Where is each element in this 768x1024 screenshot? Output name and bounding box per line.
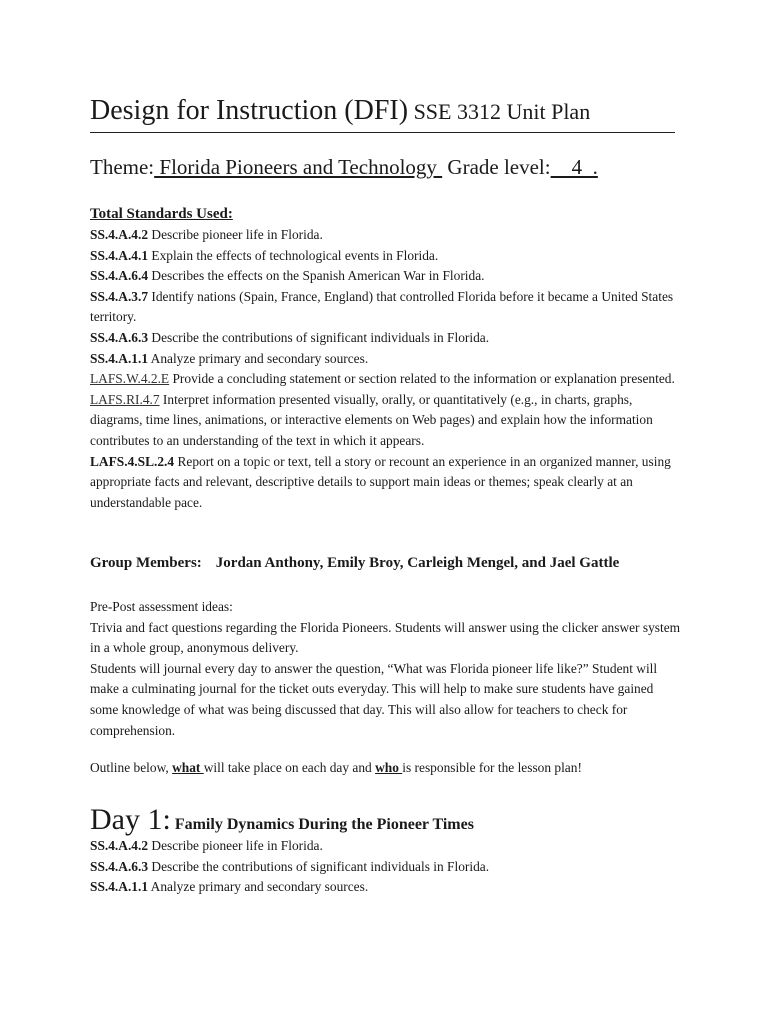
standard-text: Describe pioneer life in Florida. [148, 227, 323, 242]
standard-text: Interpret information presented visually, orally, or quantitatively (e.g., in charts, graphs, diagrams, time lines, animations, or interactive elements on Web pages) and explain how the information contributes to an understanding of the text in which it appears. [90, 391, 653, 448]
theme-label: Theme: [90, 155, 155, 179]
standard-code: LAFS.4.SL.2.4 [90, 453, 175, 469]
group-members-names: Jordan Anthony, Emily Broy, Carleigh Mengel, and Jael Gattle [215, 555, 620, 571]
standard-item [90, 452, 682, 514]
standard-item [90, 369, 682, 390]
standard-text: Report on a topic or text, tell a story or recount an experience in an organized manner, using appropriate facts and relevant, descriptive details to support main ideas or themes; speak clearly at an understandable pace. [90, 453, 671, 510]
standard-text: Explain the effects of technological events in Florida. [148, 247, 439, 263]
assessment-section [90, 597, 682, 741]
standards-heading: Total Standards Used: [90, 206, 233, 222]
standard-text: Describe the contributions of significant individuals in Florida. [148, 858, 490, 874]
standard-text: Provide a concluding statement or section related to the information or explanation presented. [169, 371, 675, 387]
day-standards-list [90, 836, 682, 898]
outline-prefix: Outline below, [90, 760, 173, 775]
document-title [90, 94, 675, 133]
standard-code: SS.4.A.6.4 [90, 268, 149, 284]
title-sub: SSE 3312 Unit Plan [408, 99, 591, 124]
standard-item [90, 857, 682, 878]
outline-who: who [375, 760, 403, 775]
group-members-label: Group Members: [90, 555, 202, 571]
standard-code: SS.4.A.1.1 [90, 879, 149, 895]
theme-line [90, 152, 598, 182]
outline-middle: will take place on each day and [203, 760, 376, 775]
standard-code: SS.4.A.6.3 [90, 858, 149, 874]
standard-text: Analyze primary and secondary sources. [148, 350, 372, 366]
standard-code: SS.4.A.3.7 [90, 288, 149, 304]
assessment-heading: Pre-Post assessment ideas: [90, 599, 233, 614]
day-title: Family Dynamics During the Pioneer Times [170, 816, 474, 833]
group-members [90, 552, 619, 574]
standard-item [90, 349, 682, 370]
standard-code: SS.4.A.6.3 [90, 329, 149, 345]
theme-value: Florida Pioneers and Technology [154, 155, 443, 179]
outline-note [90, 758, 682, 779]
standard-text: Describes the effects on the Spanish American War in Florida. [148, 268, 485, 284]
standard-text: Describe the contributions of significant individuals in Florida. [148, 329, 490, 345]
outline-what: what [172, 760, 204, 775]
standard-item [90, 836, 682, 857]
standard-item [90, 877, 682, 898]
assessment-paragraph: Students will journal every day to answer the question, “What was Florida pioneer life like?” Student will make a culminating journal for the ticket outs everyday. This will help to make sure students have gained some knowledge of what was being discussed that day. This will also allow for teachers to check for comprehension. [90, 660, 658, 738]
standard-item [90, 390, 682, 452]
standard-code: SS.4.A.4.2 [90, 227, 149, 242]
standard-code-link[interactable]: LAFS.RI.4.7 [90, 391, 160, 407]
title-main: Design for Instruction (DFI) [90, 95, 409, 126]
day-label: Day 1: [90, 803, 171, 836]
standard-item [90, 225, 682, 246]
standard-code: SS.4.A.1.1 [90, 350, 149, 366]
assessment-paragraph: Trivia and fact questions regarding the Florida Pioneers. Students will answer using the clicker answer system in a whole group, anonymous delivery. [90, 619, 681, 656]
standard-text: Analyze primary and secondary sources. [148, 879, 369, 895]
standard-item [90, 287, 682, 328]
standard-text: Describe pioneer life in Florida. [148, 838, 323, 853]
standards-list [90, 225, 682, 513]
standard-code: SS.4.A.4.2 [90, 838, 149, 853]
standard-item [90, 328, 682, 349]
standard-text: Identify nations (Spain, France, England) that controlled Florida before it became a United States territory. [90, 288, 674, 325]
standard-code: SS.4.A.4.1 [90, 247, 149, 263]
outline-suffix: is responsible for the lesson plan! [402, 760, 582, 775]
grade-label: Grade level: [442, 155, 551, 179]
standard-code-link[interactable]: LAFS.W.4.2.E [90, 371, 170, 387]
standard-item [90, 266, 682, 287]
grade-value: 4 . [550, 155, 598, 179]
standard-item [90, 246, 682, 267]
